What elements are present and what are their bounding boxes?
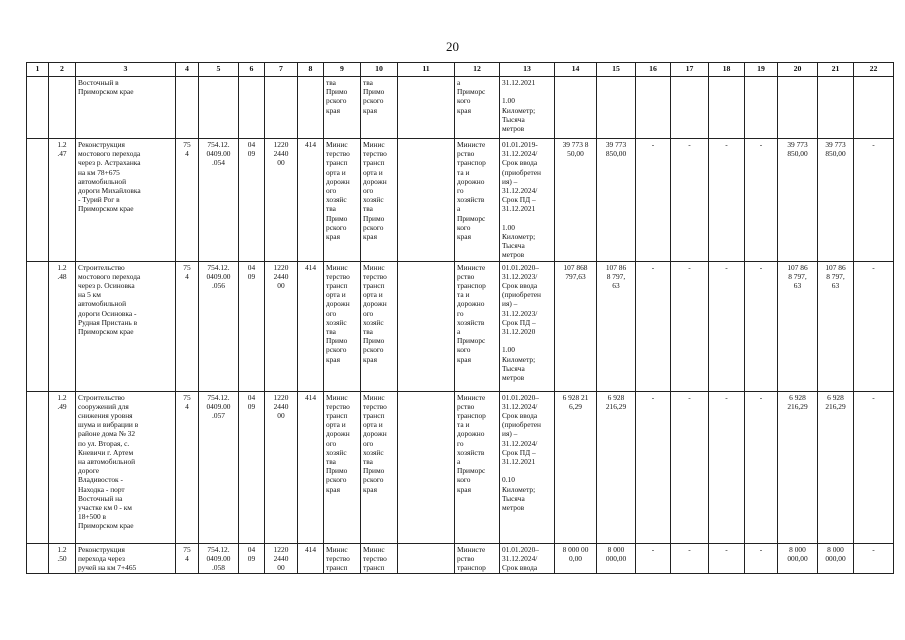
table-cell-col-2: [49, 77, 76, 139]
table-cell-col-21: 107 86 8 797, 63: [818, 261, 854, 391]
table-cell-col-17: -: [671, 543, 709, 574]
header-cell: 13: [500, 63, 555, 77]
header-cell: 8: [298, 63, 324, 77]
table-cell-col-17: -: [671, 139, 709, 262]
header-cell: 12: [455, 63, 500, 77]
table-cell-col-22: -: [854, 543, 894, 574]
table-cell-col-7: 1220 2440 00: [265, 261, 298, 391]
table-cell-col-9: Минис терство трансп: [324, 543, 361, 574]
table-cell-col-7: [265, 77, 298, 139]
program-table: [26, 62, 894, 574]
header-cell: 1: [27, 63, 49, 77]
header-cell: 22: [854, 63, 894, 77]
table-cell-col-21: 6 928 216,29: [818, 391, 854, 543]
table-cell-col-7: 1220 2440 00: [265, 139, 298, 262]
header-cell: 20: [778, 63, 818, 77]
header-row: [27, 63, 894, 77]
table-cell-col-4: 75 4: [176, 261, 199, 391]
table-cell-col-12: Министе рство транспор та и дорожно го хозяйств а Приморс кого края: [455, 391, 500, 543]
table-cell-col-20: 39 773 850,00: [778, 139, 818, 262]
table-cell-col-2: 1.2 .48: [49, 261, 76, 391]
table-cell-col-4: [176, 77, 199, 139]
header-cell: 11: [398, 63, 455, 77]
table-cell-col-10: тва Примо рского края: [361, 77, 398, 139]
table-cell-col-3: Строительство сооружений для снижения уровня шума и вибрации в районе дома № 32 по ул. Вторая, с. Кневичи г. Артем на автомобильной дороге Владивосток - Находка - порт Восточный на участке км 0 - км 18+500 в Приморском крае: [76, 391, 176, 543]
table-cell-col-13: 31.12.2021 1.00 Километр; Тысяча метров: [500, 77, 555, 139]
header-cell: 19: [745, 63, 778, 77]
table-cell-col-20: 6 928 216,29: [778, 391, 818, 543]
table-cell-col-15: 8 000 000,00: [597, 543, 636, 574]
table-cell-col-15: [597, 77, 636, 139]
table-cell-col-19: [745, 77, 778, 139]
header-cell: 17: [671, 63, 709, 77]
table-cell-col-11: [398, 391, 455, 543]
table-row: [27, 261, 894, 391]
table-cell-col-10: Минис терство трансп орта и дорожн ого хозяйс тва Примо рского края: [361, 391, 398, 543]
table-cell-col-21: 39 773 850,00: [818, 139, 854, 262]
table-cell-col-9: Минис терство трансп орта и дорожн ого хозяйс тва Примо рского края: [324, 261, 361, 391]
table-cell-col-9: Минис терство трансп орта и дорожн ого хозяйс тва Примо рского края: [324, 139, 361, 262]
header-cell: 9: [324, 63, 361, 77]
table-cell-col-18: -: [709, 261, 745, 391]
table-cell-col-11: [398, 543, 455, 574]
table-cell-col-9: Минис терство трансп орта и дорожн ого хозяйс тва Примо рского края: [324, 391, 361, 543]
table-cell-col-1: [27, 139, 49, 262]
table-cell-col-5: [199, 77, 239, 139]
header-cell: 5: [199, 63, 239, 77]
table-cell-col-14: 107 868 797,63: [555, 261, 597, 391]
header-cell: 2: [49, 63, 76, 77]
table-cell-col-16: -: [636, 139, 671, 262]
table-row: [27, 543, 894, 574]
table-cell-col-1: [27, 77, 49, 139]
table-cell-col-3: Реконструкция перехода через ручей на км 7+465: [76, 543, 176, 574]
table-cell-col-2: 1.2 .50: [49, 543, 76, 574]
header-cell: 16: [636, 63, 671, 77]
table-cell-col-22: -: [854, 391, 894, 543]
table-cell-col-22: -: [854, 261, 894, 391]
table-cell-col-14: 6 928 21 6,29: [555, 391, 597, 543]
table-cell-col-3: Восточный в Приморском крае: [76, 77, 176, 139]
table-cell-col-3: Строительство мостового перехода через р. Осиновка на 5 км автомобильной дороги Осиновка - Рудная Пристань в Приморском крае: [76, 261, 176, 391]
table-cell-col-10: Минис терство трансп: [361, 543, 398, 574]
table-row: [27, 77, 894, 139]
table-cell-col-12: Министе рство транспор та и дорожно го хозяйств а Приморс кого края: [455, 261, 500, 391]
table-cell-col-14: 8 000 00 0,00: [555, 543, 597, 574]
table-cell-col-19: -: [745, 139, 778, 262]
table-cell-col-6: [239, 77, 265, 139]
table-cell-col-15: 6 928 216,29: [597, 391, 636, 543]
table-cell-col-8: 414: [298, 139, 324, 262]
table-cell-col-6: 04 09: [239, 261, 265, 391]
table-cell-col-16: -: [636, 391, 671, 543]
table-cell-col-13: 01.01.2019- 31.12.2024/ Срок ввода (приобретен ия) – 31.12.2024/ Срок ПД – 31.12.2021 1.00 Километр; Тысяча метров: [500, 139, 555, 262]
table-cell-col-22: [854, 77, 894, 139]
header-cell: 7: [265, 63, 298, 77]
table-cell-col-18: -: [709, 391, 745, 543]
table-cell-col-20: 107 86 8 797, 63: [778, 261, 818, 391]
table-cell-col-9: тва Примо рского края: [324, 77, 361, 139]
table-cell-col-4: 75 4: [176, 391, 199, 543]
table-cell-col-11: [398, 77, 455, 139]
table-cell-col-4: 75 4: [176, 543, 199, 574]
table-cell-col-10: Минис терство трансп орта и дорожн ого хозяйс тва Примо рского края: [361, 261, 398, 391]
table-cell-col-8: 414: [298, 261, 324, 391]
table-cell-col-14: 39 773 8 50,00: [555, 139, 597, 262]
table-cell-col-6: 04 09: [239, 139, 265, 262]
table-cell-col-11: [398, 139, 455, 262]
table-cell-col-6: 04 09: [239, 543, 265, 574]
table-cell-col-21: [818, 77, 854, 139]
table-cell-col-2: 1.2 .49: [49, 391, 76, 543]
table-cell-col-17: -: [671, 261, 709, 391]
table-cell-col-18: [709, 77, 745, 139]
table-cell-col-11: [398, 261, 455, 391]
table-cell-col-13: 01.01.2020– 31.12.2024/ Срок ввода (приобретен ия) – 31.12.2024/ Срок ПД – 31.12.2021 0.10 Километр; Тысяча метров: [500, 391, 555, 543]
table-cell-col-7: 1220 2440 00: [265, 391, 298, 543]
page-number: 20: [446, 39, 459, 54]
table-cell-col-16: -: [636, 261, 671, 391]
table-cell-col-13: 01.01.2020– 31.12.2023/ Срок ввода (приобретен ия) – 31.12.2023/ Срок ПД – 31.12.2020 1.00 Километр; Тысяча метров: [500, 261, 555, 391]
table-cell-col-2: 1.2 .47: [49, 139, 76, 262]
table-cell-col-7: 1220 2440 00: [265, 543, 298, 574]
table-cell-col-5: 754.12. 0409.00 .054: [199, 139, 239, 262]
table-cell-col-20: [778, 77, 818, 139]
table-cell-col-1: [27, 543, 49, 574]
table-cell-col-18: -: [709, 543, 745, 574]
header-cell: 15: [597, 63, 636, 77]
table-cell-col-1: [27, 261, 49, 391]
table-cell-col-18: -: [709, 139, 745, 262]
header-cell: 10: [361, 63, 398, 77]
table-cell-col-17: [671, 77, 709, 139]
table-cell-col-19: -: [745, 543, 778, 574]
header-cell: 3: [76, 63, 176, 77]
table-cell-col-16: -: [636, 543, 671, 574]
table-cell-col-4: 75 4: [176, 139, 199, 262]
table-cell-col-17: -: [671, 391, 709, 543]
table-cell-col-20: 8 000 000,00: [778, 543, 818, 574]
table-cell-col-16: [636, 77, 671, 139]
header-cell: 21: [818, 63, 854, 77]
table-cell-col-21: 8 000 000,00: [818, 543, 854, 574]
table-cell-col-13: 01.01.2020– 31.12.2024/ Срок ввода: [500, 543, 555, 574]
header-cell: 18: [709, 63, 745, 77]
table-cell-col-12: а Приморс кого края: [455, 77, 500, 139]
table-cell-col-12: Министе рство транспор: [455, 543, 500, 574]
table-cell-col-19: -: [745, 391, 778, 543]
table-row: [27, 391, 894, 543]
table-cell-col-12: Министе рство транспор та и дорожно го хозяйств а Приморс кого края: [455, 139, 500, 262]
table-cell-col-10: Минис терство трансп орта и дорожн ого хозяйс тва Примо рского края: [361, 139, 398, 262]
table-cell-col-19: -: [745, 261, 778, 391]
table-row: [27, 139, 894, 262]
table-cell-col-8: [298, 77, 324, 139]
table-cell-col-5: 754.12. 0409.00 .058: [199, 543, 239, 574]
table-cell-col-14: [555, 77, 597, 139]
header-cell: 6: [239, 63, 265, 77]
table-cell-col-5: 754.12. 0409.00 .056: [199, 261, 239, 391]
table-cell-col-15: 39 773 850,00: [597, 139, 636, 262]
header-cell: 4: [176, 63, 199, 77]
table-cell-col-15: 107 86 8 797, 63: [597, 261, 636, 391]
header-cell: 14: [555, 63, 597, 77]
table-cell-col-8: 414: [298, 543, 324, 574]
table-cell-col-6: 04 09: [239, 391, 265, 543]
table-cell-col-3: Реконструкция мостового перехода через р. Астраханка на км 78+675 автомобильной дороги Михайловка - Турий Рог в Приморском крае: [76, 139, 176, 262]
table-cell-col-22: -: [854, 139, 894, 262]
table-cell-col-8: 414: [298, 391, 324, 543]
table-cell-col-5: 754.12. 0409.00 .057: [199, 391, 239, 543]
table-cell-col-1: [27, 391, 49, 543]
